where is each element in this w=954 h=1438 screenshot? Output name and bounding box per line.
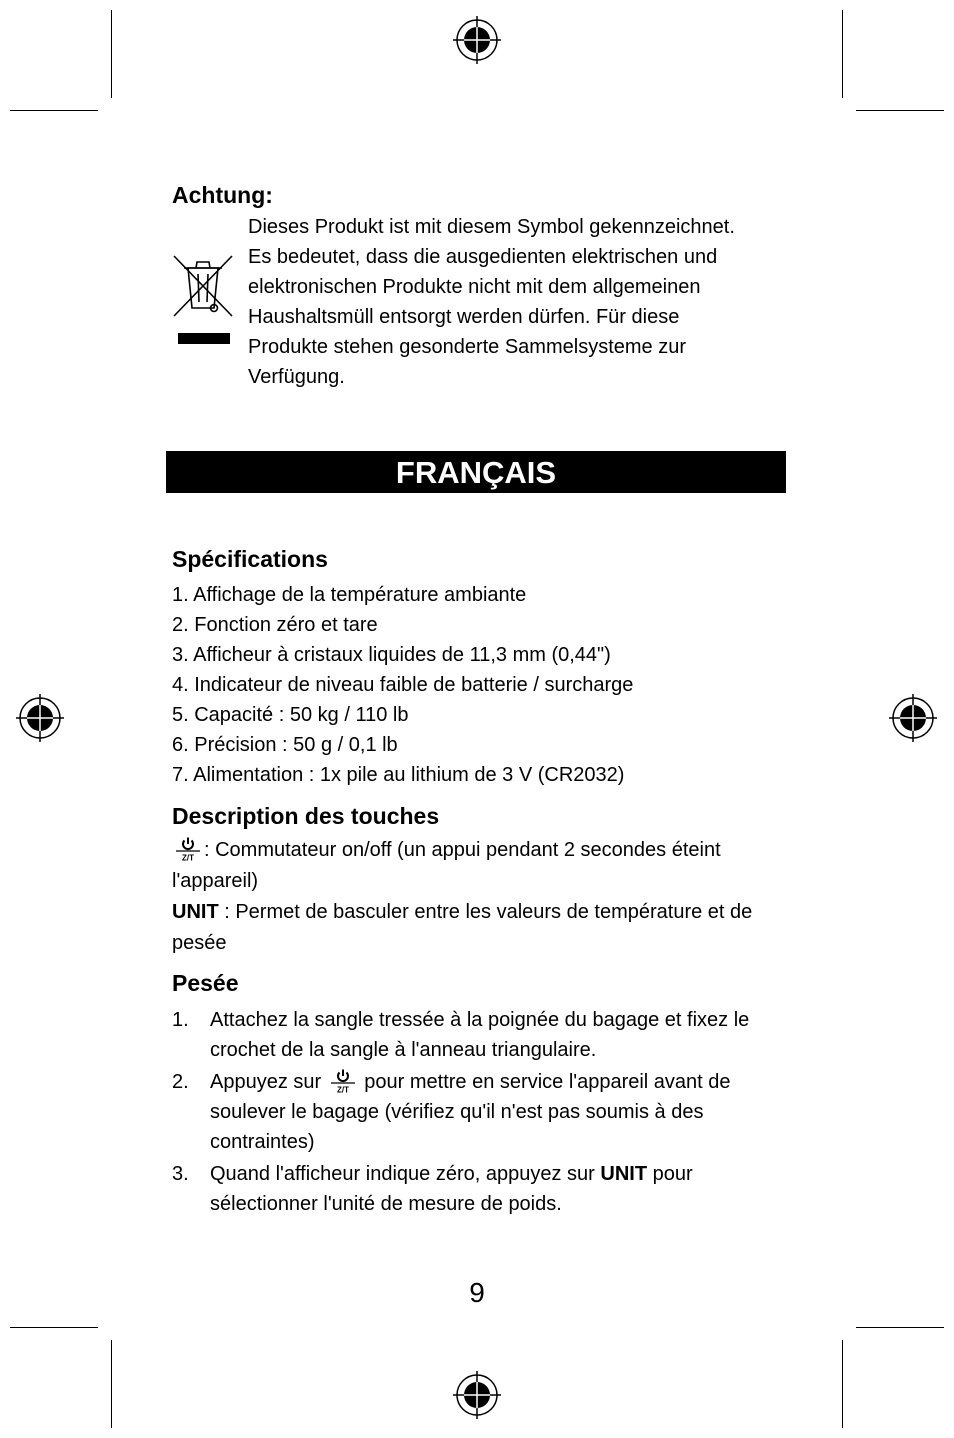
paragraph-line: elektronischen Produkte nicht mit dem allgemeinen [248,276,701,298]
step-number: 1. [172,1009,189,1031]
crop-mark [842,1340,843,1428]
paragraph-line: Produkte stehen gesonderte Sammelsysteme zur [248,336,686,358]
weighing-steps [172,1005,792,1221]
unit-key-text: : Permet de basculer entre les valeurs de température et de pesée [172,901,753,954]
step-text: pour mettre en service l'appareil avant de soulever le bagage (vérifiez qu'il n'est pas soumis à des contraintes) [210,1071,731,1153]
keys-heading: Description des touches [172,803,440,829]
crop-mark [10,110,98,111]
registration-mark-icon [453,1371,501,1419]
crop-mark [856,110,944,111]
specifications-list [172,580,633,790]
registration-mark-icon [453,16,501,64]
step-text: pour sélectionner l'unité de mesure de poids. [210,1163,693,1215]
list-item [172,1067,792,1157]
crop-mark [111,10,112,98]
icon-label: Z/T [336,1085,349,1094]
achtung-heading: Achtung: [172,182,273,208]
achtung-paragraph [248,212,788,392]
crop-mark [10,1327,98,1328]
crop-mark [111,1340,112,1428]
paragraph-line: Verfügung. [248,366,345,388]
unit-key-label: UNIT [600,1163,648,1185]
step-number: 3. [172,1163,189,1185]
crop-mark [842,10,843,98]
paragraph-line: Haushaltsmüll entsorgt werden dürfen. Für diese [248,306,680,328]
registration-mark-icon [889,694,937,742]
step-text: Attachez la sangle tressée à la poignée du bagage et fixez le crochet de la sangle à l'anneau triangulaire. [210,1009,750,1061]
list-item: 4. Indicateur de niveau faible de batterie / surcharge [172,674,634,696]
list-item: 3. Afficheur à cristaux liquides de 11,3 mm (0,44") [172,644,611,666]
step-number: 2. [172,1071,189,1093]
crossed-out-bin-icon [170,250,236,350]
crop-mark [856,1327,944,1328]
list-item [172,1159,792,1219]
step-text: Appuyez sur [210,1071,327,1093]
paragraph-line: Dieses Produkt ist mit diesem Symbol gekennzeichnet. [248,216,735,238]
list-item: 6. Précision : 50 g / 0,1 lb [172,734,398,756]
specifications-heading: Spécifications [172,546,328,572]
registration-mark-icon [16,694,64,742]
step-text: Quand l'afficheur indique zéro, appuyez sur [210,1163,601,1185]
list-item: 7. Alimentation : 1x pile au lithium de 3 V (CR2032) [172,764,625,786]
page-number: 9 [469,1277,485,1308]
power-zero-tare-icon [327,1068,359,1094]
power-key-description [172,835,772,897]
power-zero-tare-icon [172,836,204,862]
language-banner: FRANÇAIS [166,451,786,493]
list-item [172,1005,792,1065]
paragraph-line: Es bedeutet, dass die ausgedienten elektrischen und [248,246,718,268]
power-key-text: : Commutateur on/off (un appui pendant 2 secondes éteint l'appareil) [172,839,721,892]
icon-label: Z/T [182,853,194,862]
list-item: 2. Fonction zéro et tare [172,614,378,636]
weighing-heading: Pesée [172,970,239,996]
unit-key-label: UNIT [172,901,219,923]
list-item: 5. Capacité : 50 kg / 110 lb [172,704,409,726]
unit-key-description [172,897,772,959]
list-item: 1. Affichage de la température ambiante [172,584,527,606]
